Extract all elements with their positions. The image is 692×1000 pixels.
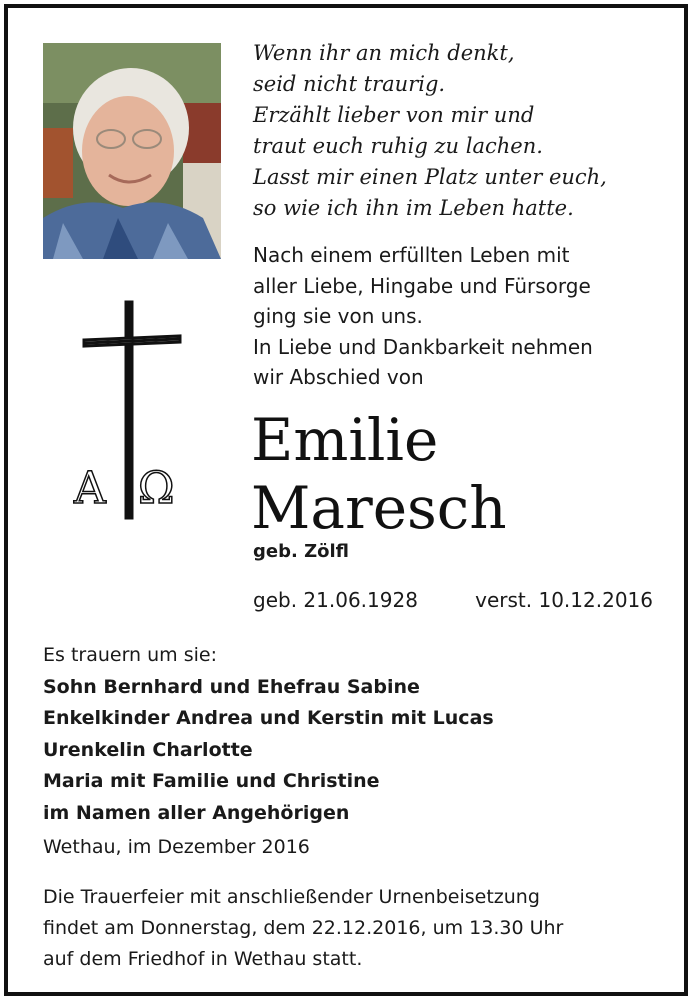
intro-line: wir Abschied von	[253, 365, 424, 389]
obituary-frame	[4, 4, 688, 996]
cross-alpha-omega-icon	[72, 298, 192, 520]
mourners-list	[43, 640, 494, 829]
funeral-line: findet am Donnerstag, dem 22.12.2016, um 13.30 Uhr	[43, 917, 564, 939]
mourner-entry: Enkelkinder Andrea und Kerstin mit Lucas	[43, 707, 494, 729]
portrait-photo	[43, 43, 221, 259]
mourner-entry: Maria mit Familie und Christine	[43, 770, 380, 792]
place-and-date: Wethau, im Dezember 2016	[43, 836, 310, 858]
intro-line: aller Liebe, Hingabe und Fürsorge	[253, 273, 591, 298]
funeral-line: Die Trauerfeier mit anschließender Urnenbeisetzung	[43, 886, 540, 908]
poem-line: Wenn ihr an mich denkt,	[253, 41, 515, 65]
poem-line: so wie ich ihn im Leben hatte.	[253, 196, 574, 220]
poem-line: seid nicht traurig.	[253, 72, 446, 96]
poem-line: Erzählt lieber von mir und	[253, 103, 535, 127]
mourner-entry: Sohn Bernhard und Ehefrau Sabine	[43, 675, 420, 698]
poem-line: Lasst mir einen Platz unter euch,	[253, 165, 607, 189]
last-name: Maresch	[251, 474, 507, 542]
death-date: verst. 10.12.2016	[475, 588, 653, 612]
mourner-entry: im Namen aller Angehörigen	[43, 801, 350, 824]
intro-line: In Liebe und Dankbarkeit nehmen	[253, 334, 593, 359]
mourner-entry: Urenkelin Charlotte	[43, 738, 253, 761]
mourners-heading: Es trauern um sie:	[43, 644, 217, 666]
funeral-line: auf dem Friedhof in Wethau statt.	[43, 948, 363, 970]
poem	[253, 38, 607, 224]
portrait-image	[43, 43, 221, 259]
omega-letter: Ω	[138, 463, 175, 514]
intro-line: Nach einem erfüllten Leben mit	[253, 243, 570, 267]
intro-text	[253, 240, 593, 393]
birth-date: geb. 21.06.1928	[253, 588, 418, 612]
alpha-letter: A	[74, 463, 106, 514]
intro-line: ging sie von uns.	[253, 304, 423, 328]
maiden-name: geb. Zölfl	[253, 541, 350, 562]
deceased-name	[251, 406, 507, 542]
first-name: Emilie	[251, 406, 439, 474]
poem-line: traut euch ruhig zu lachen.	[253, 134, 543, 158]
funeral-notice	[43, 882, 563, 975]
